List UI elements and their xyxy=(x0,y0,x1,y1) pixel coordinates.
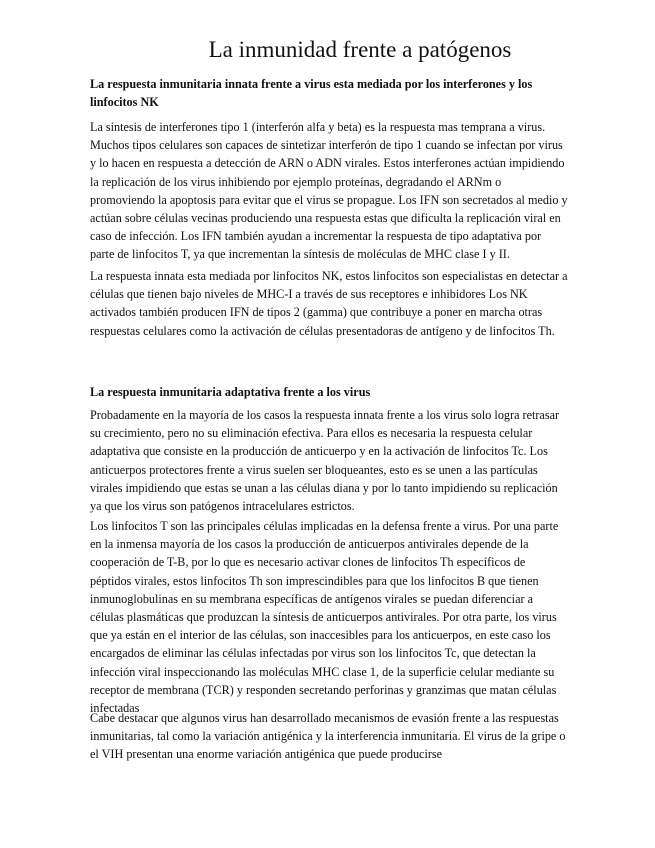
paragraph-adaptive-response: Probadamente en la mayoría de los casos la respuesta innata frente a los virus solo logra retrasar su crecimiento, pero no su eliminación efectiva. Para ellos es necesaria la respuesta celular adaptativa que consiste en la producción de anticuerpo y en la activación de linfocitos Tc. Los anticuerpos protectores frente a virus suelen ser bloqueantes, esto es se unen a las partículas virales impidiendo que estas se unan a las células diana y por lo tanto impidiendo su replicación ya que los virus son patógenos intracelulares estrictos. xyxy=(90,408,560,514)
paragraph-evasion: Cabe destacar que algunos virus han desarrollado mecanismos de evasión frente a las respuestas inmunitarias, tal como la variación antigénica y la interferencia inmunitaria. El virus de la gripe o el VIH presentan una enorme variación antigénica que puede producirse xyxy=(90,711,566,762)
section-heading-innate: La respuesta inmunitaria innata frente a virus esta mediada por los interferones y los linfocitos NK xyxy=(90,77,533,109)
paragraph-nk-cells: La respuesta innata esta mediada por linfocitos NK, estos linfocitos son especialistas en detectar a células que tienen bajo niveles de MHC-I a través de sus receptores e inhibidores Los NK activados también producen IFN de tipos 2 (gamma) que contribuye a poner en marcha otras respuestas celulares como la activación de células presentadoras de antígeno y de linfocitos Th. xyxy=(90,269,568,338)
paragraph-t-lymphocytes: Los linfocitos T son las principales células implicadas en la defensa frente a virus. Por una parte en la inmensa mayoría de los casos la producción de anticuerpos antivirales depende de la cooperación de T-B, por lo que es necesario activar clones de linfocitos Th específicos de péptidos virales, estos linfocitos Th son imprescindibles para que los linfocitos B que tienen inmunoglobulinas en su membrana específicas de antígenos virales se puedan diferenciar a células plasmáticas que produzcan la síntesis de anticuerpos antivirales. Por otra parte, los virus que ya están en el interior de las células, son inaccesibles para los anticuerpos, en este caso los encargados de eliminar las células infectadas por virus son los linfocitos Tc, que detectan la infección viral inspeccionando las moléculas MHC clase 1, de la superficie celular mediante su receptor de membrana (TCR) y responden secretando perforinas y granzimas que matan células infectadas xyxy=(90,519,559,716)
paragraph-interferons: La síntesis de interferones tipo 1 (interferón alfa y beta) es la respuesta mas temprana a virus. Muchos tipos celulares son capaces de sintetizar interferón de tipo 1 cuando se infectan por virus y lo hacen en respuesta a detección de ARN o ADN virales. Estos interferones actúan impidiendo la replicación de los virus inhibiendo por ejemplo proteínas, degradando el ARNm o promoviendo la apoptosis para evitar que el virus se propague. Los IFN son secretados al medio y actúan sobre células vecinas produciendo una respuesta estas que dificulta la replicación viral en caso de infección. Los IFN también ayudan a incrementar la respuesta de tipo adaptativa por parte de linfocitos T, ya que incrementan la síntesis de moléculas de MHC clase I y II. xyxy=(90,120,568,262)
section-heading-adaptive: La respuesta inmunitaria adaptativa frente a los virus xyxy=(90,385,371,399)
document-title: La inmunidad frente a patógenos xyxy=(208,37,512,62)
